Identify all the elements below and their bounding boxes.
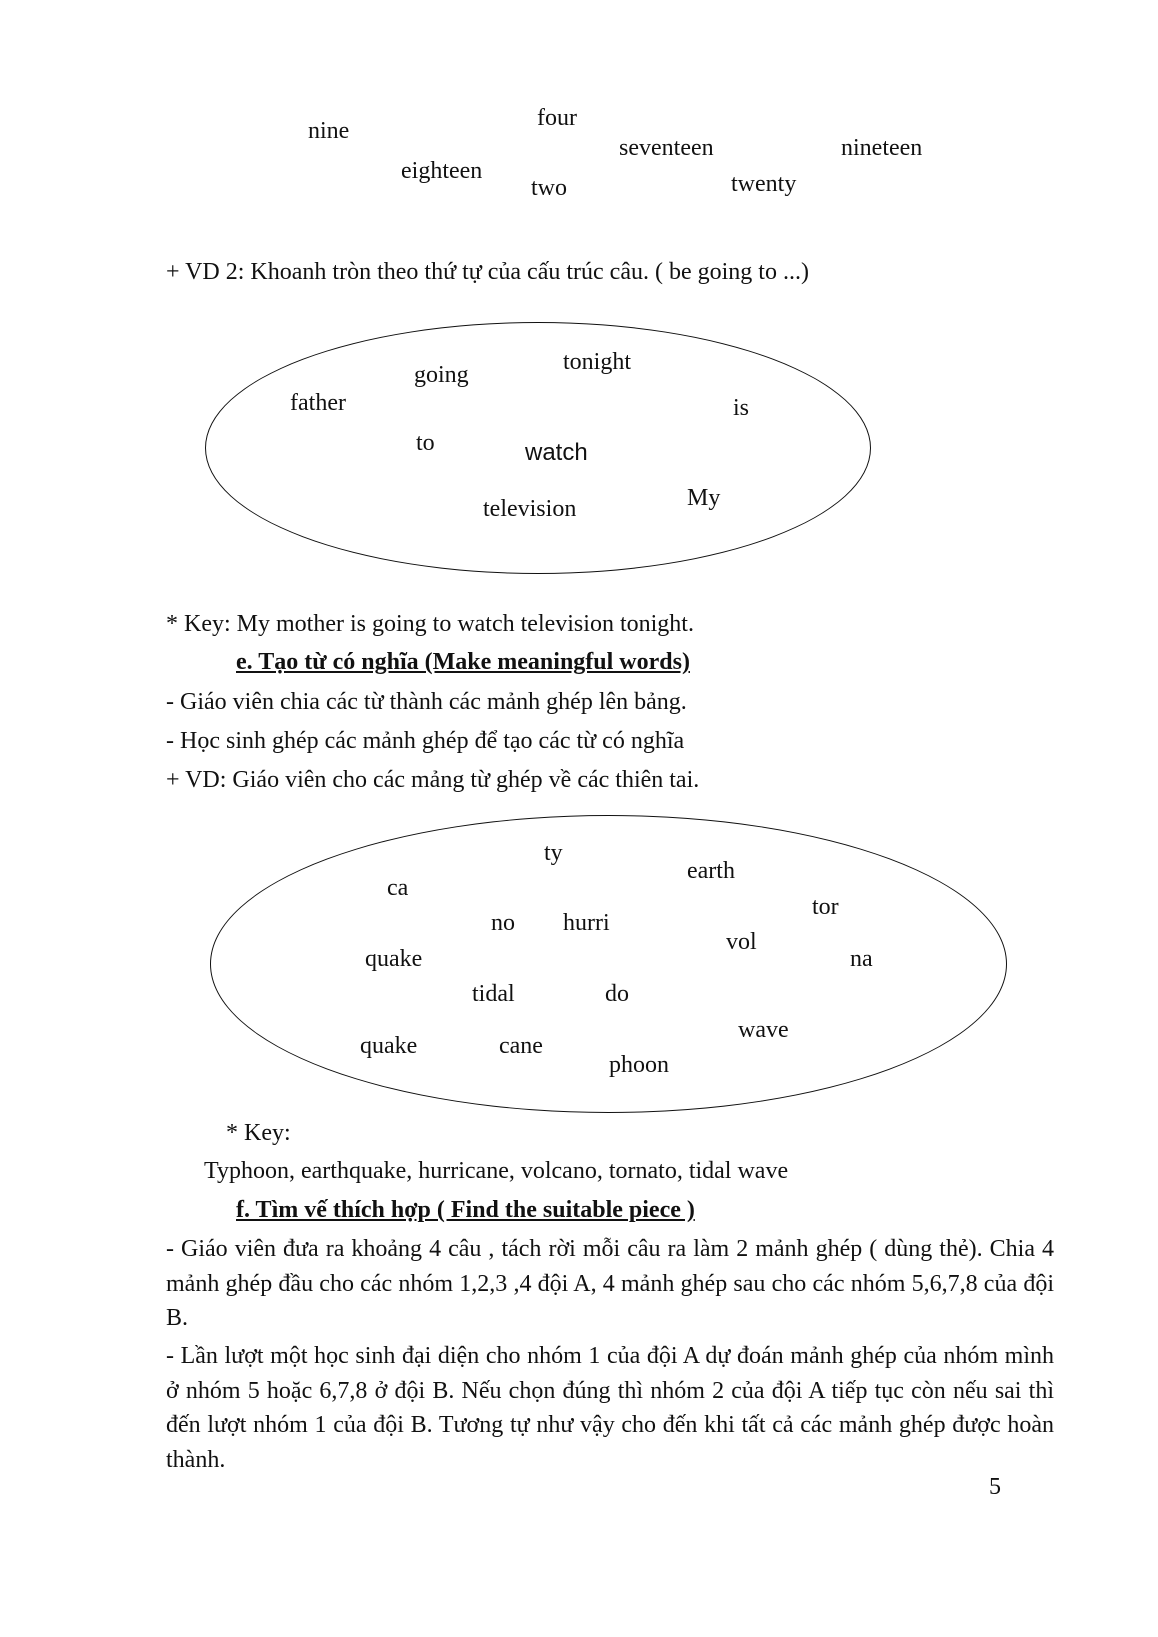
- word-seventeen: seventeen: [619, 135, 714, 161]
- word-father: father: [290, 390, 346, 416]
- section-e-line1: - Giáo viên chia các từ thành các mảnh ghép lên bảng.: [166, 689, 687, 715]
- section-e-key-label: * Key:: [226, 1120, 291, 1146]
- example2-key: * Key: My mother is going to watch television tonight.: [166, 611, 694, 637]
- piece-quake-2: quake: [360, 1033, 418, 1059]
- piece-earth: earth: [687, 858, 735, 884]
- section-f-para1: - Giáo viên đưa ra khoảng 4 câu , tách rời mỗi câu ra làm 2 mảnh ghép ( dùng thẻ). Chia 4 mảnh ghép đầu cho các nhóm 1,2,3 ,4 đội A, 4 mảnh ghép sau cho các nhóm 5,6,7,8 của đội B.: [166, 1236, 1054, 1331]
- piece-no: no: [491, 910, 515, 936]
- piece-tor: tor: [812, 894, 839, 920]
- piece-tidal: tidal: [472, 981, 515, 1007]
- section-e-line3: + VD: Giáo viên cho các mảng từ ghép về các thiên tai.: [166, 767, 700, 793]
- example2-intro: + VD 2: Khoanh tròn theo thứ tự của cấu trúc câu. ( be going to ...): [166, 259, 809, 285]
- section-f-para2: - Lần lượt một học sinh đại diện cho nhóm 1 của đội A dự đoán mảnh ghép của nhóm mình ở nhóm 5 hoặc 6,7,8 ở đội B. Nếu chọn đúng thì nhóm 2 của đội A tiếp tục còn nếu sai thì đến lượt nhóm 1 của đội B. Tương tự như vậy cho đến khi tất cả các mảnh ghép được hoàn thành.: [166, 1343, 1054, 1473]
- piece-do: do: [605, 981, 629, 1007]
- word-tonight: tonight: [563, 349, 632, 375]
- piece-hurri: hurri: [563, 910, 610, 936]
- word-television: television: [483, 496, 577, 522]
- piece-na: na: [850, 946, 873, 972]
- word-nine: nine: [308, 118, 350, 144]
- piece-phoon: phoon: [609, 1052, 669, 1078]
- word-my: My: [687, 485, 721, 511]
- word-watch: watch: [525, 439, 588, 466]
- word-eighteen: eighteen: [401, 158, 483, 184]
- piece-quake-1: quake: [365, 946, 423, 972]
- page-number: 5: [989, 1474, 1001, 1500]
- word-twenty: twenty: [731, 171, 797, 197]
- piece-ca: ca: [387, 875, 409, 901]
- word-is: is: [733, 395, 750, 421]
- section-e-heading: e. Tạo từ có nghĩa (Make meaningful words): [236, 649, 690, 675]
- piece-ty: ty: [544, 840, 563, 866]
- word-two: two: [531, 175, 567, 201]
- word-nineteen: nineteen: [841, 135, 923, 161]
- word-going: going: [414, 362, 469, 388]
- piece-wave: wave: [738, 1017, 789, 1043]
- piece-vol: vol: [726, 929, 757, 955]
- word-four: four: [537, 105, 577, 131]
- section-f-heading: f. Tìm vế thích hợp ( Find the suitable piece ): [236, 1197, 695, 1223]
- piece-cane: cane: [499, 1033, 543, 1059]
- word-to: to: [416, 430, 435, 456]
- section-e-key-answer: Typhoon, earthquake, hurricane, volcano, tornato, tidal wave: [204, 1158, 789, 1184]
- section-e-line2: - Học sinh ghép các mảnh ghép để tạo các từ có nghĩa: [166, 728, 685, 754]
